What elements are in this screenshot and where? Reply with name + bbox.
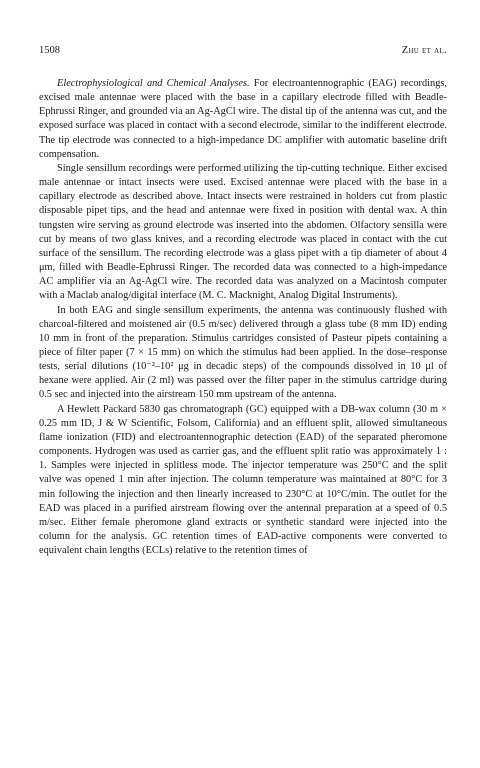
paragraph-electrophysiological-analyses [39, 77, 447, 162]
page-number: 1508 [39, 45, 60, 56]
paragraph-gas-chromatography: A Hewlett Packard 5830 gas chromatograph (GC) equipped with a DB-wax column (30 m × 0.25 mm ID, J & W Scientific, Folsom, California) and an effluent split, allowed simultaneous flame ionization (FID) and electroantennographic detection (EAD) of the separated pheromone components. Hydrogen was used as carrier gas, and the effluent split ratio was approximately 1 : 1. Samples were injected in splitless mode. The injector temperature was 250°C and the split valve was opened 1 min after injection. The column temperature was maintained at 80°C for 3 min following the injection and then linearly increased to 230°C at 10°C/min. The outlet for the EAD was placed in a purified airstream flowing over the antennal preparation at a speed of 0.5 m/sec. Either female pheromone gland extracts or synthetic standard were injected into the column for the analysis. GC retention times of EAD-active components were converted to equivalent chain lengths (ECLs) relative to the retention times of [39, 403, 447, 557]
running-head [39, 44, 447, 58]
running-title: Zhu et al. [401, 45, 447, 56]
paragraph-stimulus-delivery: In both EAG and single sensillum experiments, the antenna was continuously flushed with charcoal-filtered and moistened air (0.5 m/sec) delivered through a glass tube (8 mm ID) ending 10 mm in front of the preparation. Stimulus cartridges consisted of Pasteur pipets containing a piece of filter paper (7 × 15 mm) on which the stimulus had been applied. In the dose–response tests, serial dilutions (10⁻²–10² μg in decadic steps) of the compounds dissolved in 10 μl of hexane were applied. Air (2 ml) was passed over the filter paper in the stimulus cartridge during 0.5 sec and injected into the airstream 150 mm upstream of the antenna. [39, 304, 447, 401]
section-run-in-heading: Electrophysiological and Chemical Analyses. [57, 78, 250, 89]
paragraph-text: For electroantennographic (EAG) recordings, excised male antennae were placed with the base in a capillary electrode filled with Beadle-Ephrussi Ringer, and grounded via an Ag-AgCl wire. The distal tip of the antenna was cut, and the exposed surface was placed in contact with a second electrode, similar to the indifferent electrode. The tip electrode was connected to a high-impedance DC amplifier with automatic baseline drift compensation. [39, 78, 447, 160]
body-text [39, 77, 447, 558]
paragraph-single-sensillum-recordings: Single sensillum recordings were performed utilizing the tip-cutting technique. Either excised male antennae or intact insects were used. Excised antennae were placed with the base in a capillary electrode as described above. Intact insects were restrained in holders cut from plastic disposable pipet tips, and the head and antennae were fixed in position with dental wax. A thin tungsten wire serving as ground electrode was inserted into the abdomen. Olfactory sensilla were cut by means of two glass knives, and a recording electrode was placed in contact with the cut surface of the sensillum. The recording electrode was a glass pipet with a tip diameter of about 4 μm, filled with Beadle-Ephrussi Ringer. The recorded data was connected to a high-impedance AC amplifier via an Ag-AgCl wire. The recorded data was analyzed on a Macintosh computer with a Maclab analog/digital interface (M. C. Macknight, Analog Digital Instruments). [39, 162, 447, 302]
